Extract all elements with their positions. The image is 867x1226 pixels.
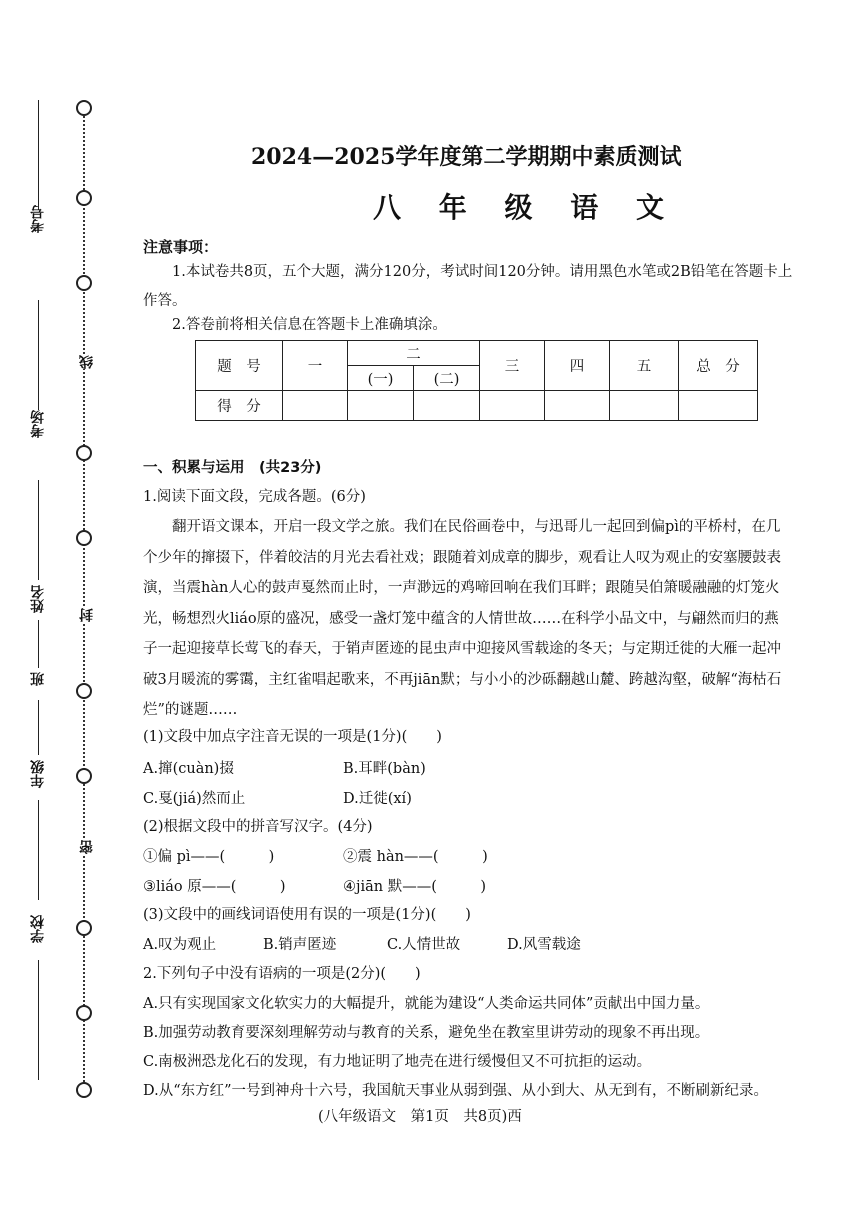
option[interactable]: A.只有实现国家文化软实力的大幅提升，就能为建设“人类命运共同体”贡献出中国力量。 xyxy=(143,996,710,1012)
class-line xyxy=(38,620,39,668)
seal-line-label: 封 xyxy=(79,608,95,622)
notice-item: 1.本试卷共8页，五个大题，满分120分，考试时间120分钟。请用黑色水笔或2B铅笔在答题卡上作答。 xyxy=(143,264,793,309)
grade-label: 年级 xyxy=(30,760,46,788)
option[interactable]: C.戛(jiá)然而止 xyxy=(143,791,246,807)
option[interactable]: A.叹为观止 xyxy=(143,937,217,953)
school-label: 学校 xyxy=(30,915,46,943)
question-stem: 1.阅读下面文段，完成各题。(6分) xyxy=(143,489,366,505)
score-table-col: 一 xyxy=(283,341,348,391)
school-line-lower xyxy=(38,960,39,1080)
binding-hole-icon xyxy=(76,530,92,546)
notice-item: 2.答卷前将相关信息在答题卡上准确填涂。 xyxy=(172,317,447,333)
question-stem: (1)文段中加点字注音无误的一项是(1分)( ) xyxy=(143,729,442,745)
score-table-subcol: (一) xyxy=(348,366,414,391)
option[interactable]: C.南极洲恐龙化石的发现，有力地证明了地壳在进行缓慢但又不可抗拒的运动。 xyxy=(143,1054,652,1070)
cut-line-label: 线 xyxy=(79,355,95,369)
fill-blank[interactable]: ②震 hàn——( ) xyxy=(343,849,488,865)
binding-hole-icon xyxy=(76,190,92,206)
subject-title: 八 年 级 语 文 xyxy=(373,191,678,224)
score-table-col: 五 xyxy=(610,341,679,391)
option[interactable]: D.风雪载途 xyxy=(507,937,581,953)
class-label: 班 xyxy=(30,672,46,686)
secret-line-label: 密 xyxy=(79,840,95,854)
option[interactable]: B.加强劳动教育要深刻理解劳动与教育的关系，避免坐在教室里讲劳动的现象不再出现。 xyxy=(143,1025,710,1041)
question-stem: (2)根据文段中的拼音写汉字。(4分) xyxy=(143,819,373,835)
binding-hole-icon xyxy=(76,100,92,116)
score-table-col: 四 xyxy=(545,341,610,391)
binding-hole-icon xyxy=(76,1005,92,1021)
score-cell[interactable] xyxy=(545,391,610,421)
binding-hole-icon xyxy=(76,768,92,784)
binding-margin xyxy=(0,0,110,1226)
option[interactable]: D.从“东方红”一号到神舟十六号，我国航天事业从弱到强、从小到大、从无到有，不断刷新纪录。 xyxy=(143,1083,769,1099)
score-table-header: 题 号 xyxy=(196,341,283,391)
reading-passage: 翻开语文课本，开启一段文学之旅。我们在民俗画卷中，与迅哥儿一起回到偏pì的平桥村，在几个少年的撺掇下，伴着皎洁的月光去看社戏；跟随着刘成章的脚步，观看让人叹为观止的安塞腰鼓表演，当震hàn人心的鼓声戛然而止时，一声渺远的鸡啼回响在我们耳畔；跟随吴伯箫暖融融的灯笼火光，畅想烈火liáo原的盛况，感受一盏灯笼中蕴含的人情世故……在科学小品文中，与翩然而归的燕子一起迎接草长莺飞的春天，于销声匿迹的昆虫声中迎接风雪载途的冬天；与定期迁徙的大雁一起冲破3月暖流的雾霭，主红雀唱起歌来，不再jiān默；与小小的沙砾翻越山麓、跨越沟壑，破解“海枯石烂”的谜题…… xyxy=(143,519,782,718)
section-heading: 一、积累与运用 (共23分) xyxy=(143,460,322,476)
exam-room-label: 考场 xyxy=(30,410,46,438)
school-line xyxy=(38,800,39,900)
page-footer: (八年级语文 第1页 共8页)西 xyxy=(318,1109,522,1125)
binding-dotted-line xyxy=(83,112,85,1090)
grade-line xyxy=(38,700,39,755)
option[interactable]: B.销声匿迹 xyxy=(263,937,337,953)
option[interactable]: D.迁徙(xí) xyxy=(343,791,412,807)
score-table-col: 三 xyxy=(480,341,545,391)
name-label: 姓名 xyxy=(30,585,46,613)
score-row-label: 得 分 xyxy=(196,391,283,421)
question-stem: 2.下列句子中没有语病的一项是(2分)( ) xyxy=(143,966,421,982)
exam-number-line xyxy=(38,100,39,210)
score-cell[interactable] xyxy=(679,391,758,421)
binding-hole-icon xyxy=(76,445,92,461)
score-table xyxy=(195,340,758,421)
fill-blank[interactable]: ①偏 pì——( ) xyxy=(143,849,275,865)
score-cell[interactable] xyxy=(610,391,679,421)
option[interactable]: C.人情世故 xyxy=(387,937,461,953)
score-cell[interactable] xyxy=(348,391,414,421)
exam-room-line xyxy=(38,300,39,410)
score-cell[interactable] xyxy=(480,391,545,421)
option[interactable]: A.撺(cuàn)掇 xyxy=(143,761,234,777)
binding-hole-icon xyxy=(76,1082,92,1098)
name-line xyxy=(38,480,39,580)
notice-heading: 注意事项： xyxy=(143,238,219,256)
binding-hole-icon xyxy=(76,275,92,291)
fill-blank[interactable]: ④jiān 默——( ) xyxy=(343,879,487,895)
score-table-subcol: (二) xyxy=(414,366,480,391)
exam-number-label: 考号 xyxy=(30,205,46,233)
option[interactable]: B.耳畔(bàn) xyxy=(343,761,426,777)
score-table-col: 二 xyxy=(348,341,480,366)
score-table-col: 总 分 xyxy=(679,341,758,391)
question-stem: (3)文段中的画线词语使用有误的一项是(1分)( ) xyxy=(143,907,471,923)
binding-hole-icon xyxy=(76,920,92,936)
score-cell[interactable] xyxy=(283,391,348,421)
exam-title: 2024—2025学年度第二学期期中素质测试 xyxy=(251,144,682,170)
score-cell[interactable] xyxy=(414,391,480,421)
binding-hole-icon xyxy=(76,683,92,699)
fill-blank[interactable]: ③liáo 原——( ) xyxy=(143,879,286,895)
